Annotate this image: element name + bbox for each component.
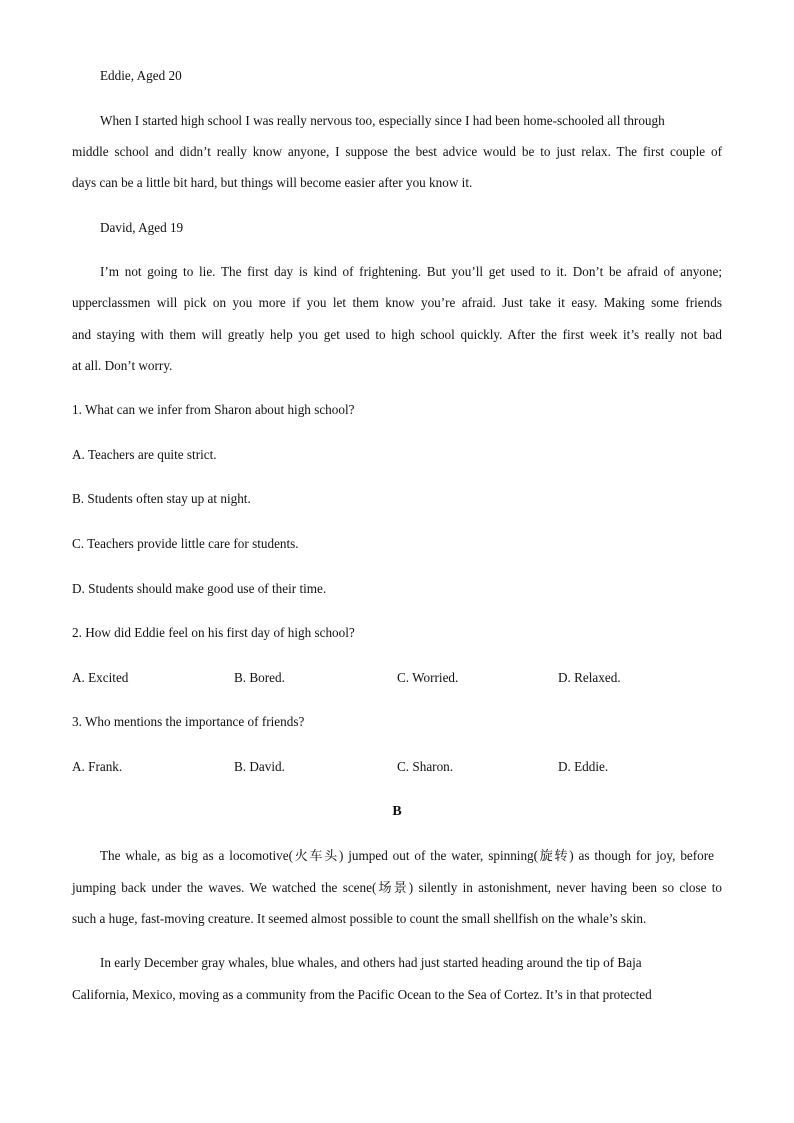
question-1-stem: 1. What can we infer from Sharon about high school? bbox=[72, 402, 355, 417]
passage-b-para2-line-2: California, Mexico, moving as a community from the Pacific Ocean to the Sea of Cortez. It’s in that protected bbox=[72, 987, 652, 1002]
question-1-option-a: A. Teachers are quite strict. bbox=[72, 447, 217, 462]
question-1-option-c: C. Teachers provide little care for students. bbox=[72, 536, 299, 551]
question-2-option-a: A. Excited bbox=[72, 670, 129, 685]
david-heading: David, Aged 19 bbox=[100, 220, 184, 235]
eddie-line-1: When I started high school I was really nervous too, especially since I had been home-schooled all through bbox=[100, 113, 665, 128]
question-2-option-c: C. Worried. bbox=[397, 670, 459, 685]
david-line-4: at all. Don’t worry. bbox=[72, 358, 173, 373]
eddie-line-3: days can be a little bit hard, but things will become easier after you know it. bbox=[72, 175, 473, 190]
question-3-option-b: B. David. bbox=[234, 759, 285, 774]
passage-b-para1-line-1: The whale, as big as a locomotive(火车头) jumped out of the water, spinning(旋转) as though for joy, before bbox=[100, 848, 714, 863]
eddie-heading: Eddie, Aged 20 bbox=[100, 68, 182, 83]
passage-b-para1-line-3: such a huge, fast-moving creature. It seemed almost possible to count the small shellfish on the whale’s skin. bbox=[72, 911, 647, 926]
question-1-option-d: D. Students should make good use of their time. bbox=[72, 581, 327, 596]
question-3-option-a: A. Frank. bbox=[72, 759, 123, 774]
question-2-option-d: D. Relaxed. bbox=[558, 670, 621, 685]
passage-b-para2-line-1: In early December gray whales, blue whales, and others had just started heading around the tip of Baja bbox=[100, 955, 642, 970]
question-3-option-c: C. Sharon. bbox=[397, 759, 454, 774]
question-3-option-d: D. Eddie. bbox=[558, 759, 609, 774]
question-2-option-b: B. Bored. bbox=[234, 670, 285, 685]
david-line-3: and staying with them will greatly help you get used to high school quickly. After the first week it’s really not bad bbox=[72, 327, 722, 342]
question-2-stem: 2. How did Eddie feel on his first day of high school? bbox=[72, 625, 355, 640]
david-line-2: upperclassmen will pick on you more if you let them know you’re afraid. Just take it easy. Making some friends bbox=[72, 295, 722, 310]
question-3-stem: 3. Who mentions the importance of friends? bbox=[72, 714, 305, 729]
david-line-1: I’m not going to lie. The first day is kind of frightening. But you’ll get used to it. Don’t be afraid of anyone; bbox=[100, 264, 722, 279]
section-b-heading: B bbox=[392, 804, 402, 819]
eddie-line-2: middle school and didn’t really know anyone, I suppose the best advice would be to just relax. The first couple of bbox=[72, 144, 722, 159]
question-1-option-b: B. Students often stay up at night. bbox=[72, 491, 251, 506]
passage-b-para1-line-2: jumping back under the waves. We watched the scene(场景) silently in astonishment, never having been so close to bbox=[72, 880, 722, 895]
